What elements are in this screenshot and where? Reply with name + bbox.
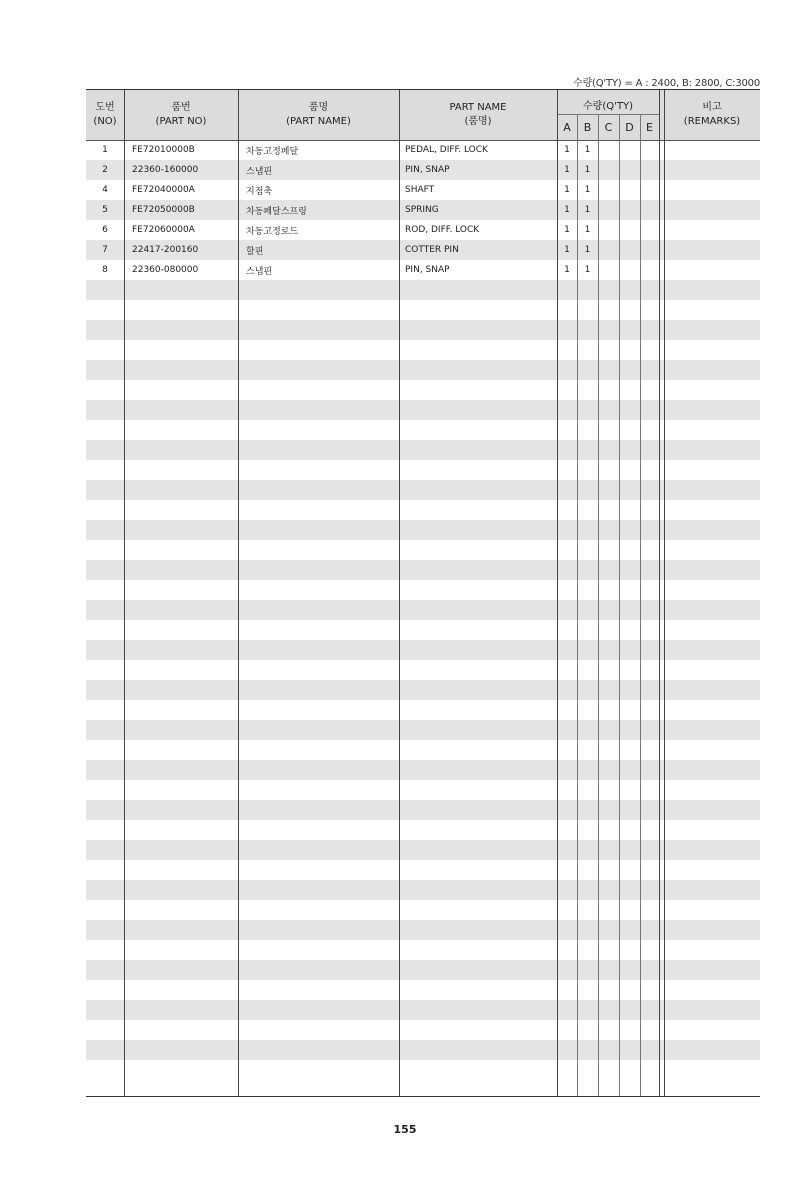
cell-part-no: 22360-160000 [132,165,199,175]
cell-e [640,180,659,200]
quantity-note: 수량(Q'TY) = A : 2400, B: 2800, C:3000 [573,78,760,89]
header-remarks [664,90,760,140]
cell-name-ko: 차동고정로드 [246,226,299,237]
cell-name-en: PEDAL, DIFF. LOCK [405,145,488,155]
cell-name-en: ROD, DIFF. LOCK [405,225,480,235]
cell-b: 1 [584,185,591,195]
cell-no: 8 [102,265,108,275]
header-part-name-en-label: PART NAME [449,102,507,113]
cell-no: 1 [102,145,108,155]
header-qty-a: A [563,120,571,134]
header-part-no [124,90,238,140]
header-part-name-ko [238,90,399,140]
cell-a: 1 [564,185,570,195]
cell-name-en: PIN, SNAP [405,165,450,175]
cell-name-en: COTTER PIN [405,245,459,255]
cell-d [619,180,640,200]
cell-d [619,260,640,280]
cell-part-no: 22417-200160 [132,245,199,255]
cell-remarks [670,160,758,180]
cell-a: 1 [564,165,570,175]
cell-name-en: PIN, SNAP [405,265,450,275]
cell-no: 4 [102,185,108,195]
cell-d [619,200,640,220]
cell-remarks [670,140,758,160]
cell-b: 1 [584,145,591,155]
cell-e [640,140,659,160]
cell-c [598,240,619,260]
cell-b: 1 [584,165,591,175]
cell-a: 1 [564,205,570,215]
cell-e [640,260,659,280]
header-qty-b: B [583,120,592,134]
cell-name-ko: 차동고정페달 [246,146,299,157]
column-divider [598,114,599,1096]
cell-part-no: FE72050000B [132,205,195,215]
cell-name-ko: 스냅핀 [246,266,273,277]
cell-e [640,240,659,260]
column-divider [124,90,125,1096]
header-part-no-en: (PART NO) [155,116,207,127]
cell-part-no: 22360-080000 [132,265,199,275]
header-qty-e: E [646,120,653,134]
cell-c [598,260,619,280]
cell-b: 1 [584,265,591,275]
header-part-name-en-sub: (품명) [464,116,492,127]
cell-a: 1 [564,225,570,235]
column-divider [238,90,239,1096]
cell-d [619,160,640,180]
cell-part-no: FE72060000A [132,225,195,235]
cell-e [640,160,659,180]
header-no [86,90,124,140]
column-divider [659,90,660,1096]
cell-no: 5 [102,205,108,215]
cell-name-ko: 차동페달스프링 [246,206,307,217]
cell-a: 1 [564,145,570,155]
header-qty-d: D [625,120,634,134]
header-qty-c: C [604,120,613,134]
cell-remarks [670,220,758,240]
cell-part-no: FE72010000B [132,145,195,155]
cell-name-ko: 스냅핀 [246,166,273,177]
cell-name-en: SPRING [405,205,439,215]
cell-a: 1 [564,265,570,275]
page-number: 155 [393,1123,417,1136]
cell-e [640,200,659,220]
cell-no: 7 [102,245,108,255]
column-divider [640,114,641,1096]
cell-no: 6 [102,225,108,235]
cell-d [619,240,640,260]
header-no-ko: 도번 [95,102,115,113]
cell-name-ko: 지점축 [246,186,273,197]
cell-name-en: SHAFT [405,185,435,195]
cell-b: 1 [584,205,591,215]
header-no-en: (NO) [93,116,117,127]
cell-remarks [670,240,758,260]
cell-b: 1 [584,225,591,235]
header-remarks-en: (REMARKS) [683,116,741,127]
header-qty: 수량(Q'TY) [583,100,633,112]
cell-remarks [670,180,758,200]
cell-remarks [670,200,758,220]
header-part-name-en [399,90,557,140]
cell-part-no: FE72040000A [132,185,195,195]
cell-remarks [670,260,758,280]
header-remarks-ko: 비고 [702,102,722,113]
header-part-name-ko-label: 품명 [308,102,329,113]
cell-c [598,220,619,240]
cell-c [598,160,619,180]
column-divider [577,114,578,1096]
cell-e [640,220,659,240]
cell-b: 1 [584,245,591,255]
header-part-no-ko: 품번 [171,102,191,113]
cell-no: 2 [102,165,108,175]
parts-table [86,89,760,1097]
column-divider [557,90,558,1096]
cell-c [598,200,619,220]
cell-a: 1 [564,245,570,255]
cell-c [598,140,619,160]
column-divider [399,90,400,1096]
header-part-name-ko-sub: (PART NAME) [286,116,351,127]
cell-c [598,180,619,200]
column-divider [619,114,620,1096]
cell-d [619,220,640,240]
cell-d [619,140,640,160]
cell-name-ko: 할핀 [246,246,264,257]
column-divider [664,90,665,1096]
